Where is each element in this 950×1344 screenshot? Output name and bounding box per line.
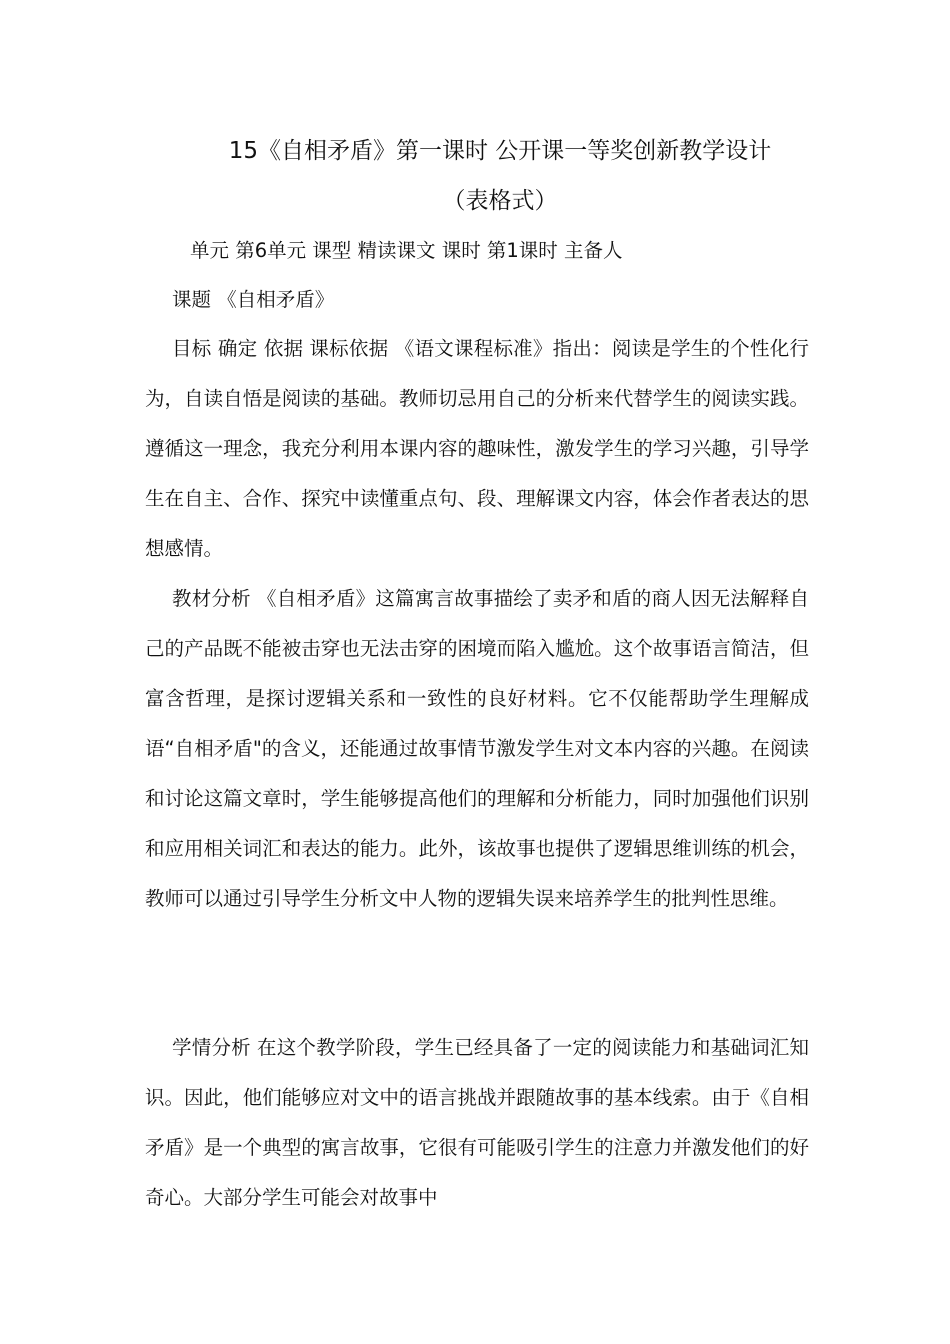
section-label: 教材分析 xyxy=(172,587,251,610)
section-material-analysis xyxy=(145,574,809,924)
document-title: 15《自相矛盾》第一课时 公开课一等奖创新教学设计 xyxy=(228,138,772,164)
lesson-topic-line: 课题 《自相矛盾》 xyxy=(172,288,335,311)
section-label: 学情分析 xyxy=(172,1036,251,1059)
section-label: 目标 确定 依据 xyxy=(172,337,304,360)
section-text: 课标依据 《语文课程标准》指出：阅读是学生的个性化行为，自读自悟是阅读的基础。教师切忌用自己的分析来代替学生的阅读实践。遵循这一理念，我充分利用本课内容的趣味性，激发学生的学习兴趣，引导学生在自主、合作、探究中读懂重点句、段、理解课文内容，体会作者表达的思想感情。 xyxy=(145,337,809,560)
section-text: 《自相矛盾》这篇寓言故事描绘了卖矛和盾的商人因无法解释自己的产品既不能被击穿也无法击穿的困境而陷入尴尬。这个故事语言简洁，但富含哲理，是探讨逻辑关系和一致性的良好材料。它不仅能帮助学生理解成语“自相矛盾"的含义，还能通过故事情节激发学生对文本内容的兴趣。在阅读和讨论这篇文章时，学生能够提高他们的理解和分析能力，同时加强他们识别和应用相关词汇和表达的能力。此外，该故事也提供了逻辑思维训练的机会，教师可以通过引导学生分析文中人物的逻辑失误来培养学生的批判性思维。 xyxy=(145,587,809,910)
lesson-meta-line: 单元 第6单元 课型 精读课文 课时 第1课时 主备人 xyxy=(190,239,623,262)
section-teaching-goal xyxy=(145,324,809,574)
section-text: 在这个教学阶段，学生已经具备了一定的阅读能力和基础词汇知识。因此，他们能够应对文中的语言挑战并跟随故事的基本线索。由于《自相矛盾》是一个典型的寓言故事，它很有可能吸引学生的注意力并激发他们的好奇心。大部分学生可能会对故事中 xyxy=(145,1036,809,1209)
document-subtitle: （表格式） xyxy=(442,188,558,214)
section-student-analysis xyxy=(145,1023,809,1223)
